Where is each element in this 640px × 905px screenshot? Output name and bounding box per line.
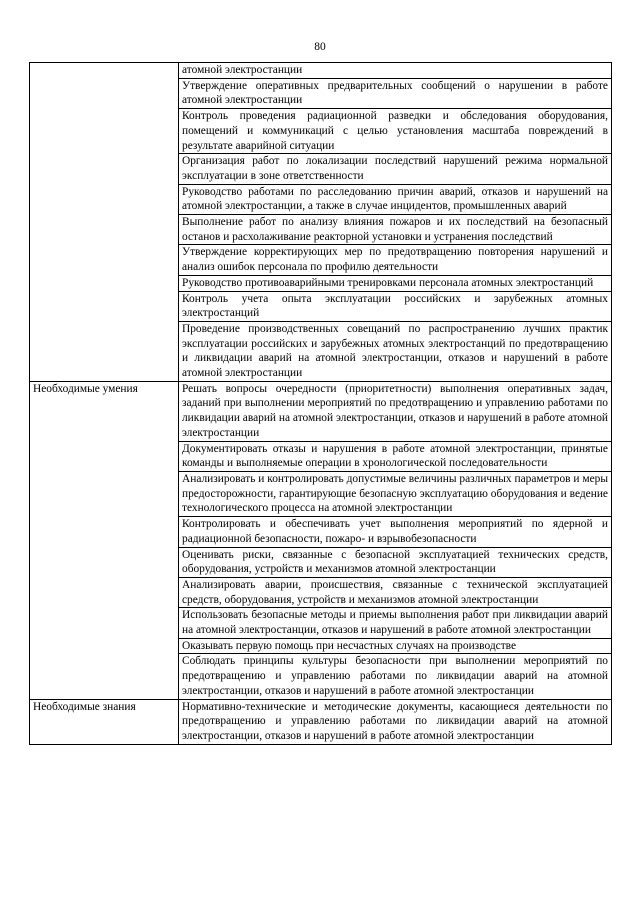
requirements-table bbox=[29, 62, 612, 745]
table-row bbox=[30, 699, 612, 744]
table-cell: Нормативно-технические и методические документы, касающиеся деятельности по предотвращению и управлению работами по ликвидации аварий на атомной электростанции, отказов и нарушений в работе атомной электростанции bbox=[179, 699, 612, 744]
table-row bbox=[30, 381, 612, 441]
table-cell: Анализировать аварии, происшествия, связанные с технической эксплуатацией средств, оборудования, устройств и механизмов атомной электростанции bbox=[179, 577, 612, 607]
table-cell: Выполнение работ по анализу влияния пожаров и их последствий на безопасный останов и расхолаживание реакторной установки и устранения последствий bbox=[179, 215, 612, 245]
table-cell: Соблюдать принципы культуры безопасности при выполнении мероприятий по предотвращению и управлению работами по ликвидации аварий на атомной электростанции, отказов и нарушений в работе атомной электростанции bbox=[179, 654, 612, 699]
table-cell: Руководство работами по расследованию причин аварий, отказов и нарушений на атомной электростанции, а также в случае инцидентов, промышленных аварий bbox=[179, 184, 612, 214]
table-row bbox=[30, 63, 612, 79]
table-cell: Контроль учета опыта эксплуатации российских и зарубежных атомных электростанций bbox=[179, 291, 612, 321]
table-cell: Документировать отказы и нарушения в работе атомной электростанции, принятые команды и выполняемые операции в хронологической последовательности bbox=[179, 441, 612, 471]
table-cell: Организация работ по локализации последствий нарушений режима нормальной эксплуатации в зоне ответственности bbox=[179, 154, 612, 184]
table-cell: Проведение производственных совещаний по распространению лучших практик эксплуатации российских и зарубежных атомных электростанций по предотвращению и ликвидации аварий на атомной электростанции, отказов и нарушений в работе атомной электростанции bbox=[179, 321, 612, 381]
table-cell: атомной электростанции bbox=[179, 63, 612, 79]
table-cell: Оценивать риски, связанные с безопасной эксплуатацией технических средств, оборудования, устройств и механизмов атомной электростанции bbox=[179, 547, 612, 577]
table-cell: Утверждение оперативных предварительных сообщений о нарушении в работе атомной электростанции bbox=[179, 78, 612, 108]
knowledge-label: Необходимые знания bbox=[30, 699, 179, 744]
table-cell: Контролировать и обеспечивать учет выполнения мероприятий по ядерной и радиационной безопасности, пожаро- и взрывобезопасности bbox=[179, 517, 612, 547]
page-number: 80 bbox=[314, 41, 326, 53]
table-cell: Анализировать и контролировать допустимые величины различных параметров и меры предосторожности, гарантирующие безопасную эксплуатацию оборудования и ведение технологического процесса на атомной электростанции bbox=[179, 471, 612, 516]
table-cell: Контроль проведения радиационной разведки и обследования оборудования, помещений и коммуникаций с целью установления масштаба повреждений в результате аварийной ситуации bbox=[179, 109, 612, 154]
table-cell: Руководство противоаварийными тренировками персонала атомных электростанций bbox=[179, 275, 612, 291]
table-cell: Использовать безопасные методы и приемы выполнения работ при ликвидации аварий на атомной электростанции, отказов и нарушений в работе атомной электростанции bbox=[179, 608, 612, 638]
table-cell: Утверждение корректирующих мер по предотвращению повторения нарушений и анализ ошибок персонала по профилю деятельности bbox=[179, 245, 612, 275]
table-cell: Решать вопросы очередности (приоритетности) выполнения оперативных задач, заданий при выполнении мероприятий по предотвращению и управлению работами по ликвидации аварий на атомной электростанции, отказов и нарушений в работе атомной электростанции bbox=[179, 381, 612, 441]
skills-label: Необходимые умения bbox=[30, 381, 179, 699]
table-cell: Оказывать первую помощь при несчастных случаях на производстве bbox=[179, 638, 612, 654]
section-label-cell bbox=[30, 63, 179, 382]
